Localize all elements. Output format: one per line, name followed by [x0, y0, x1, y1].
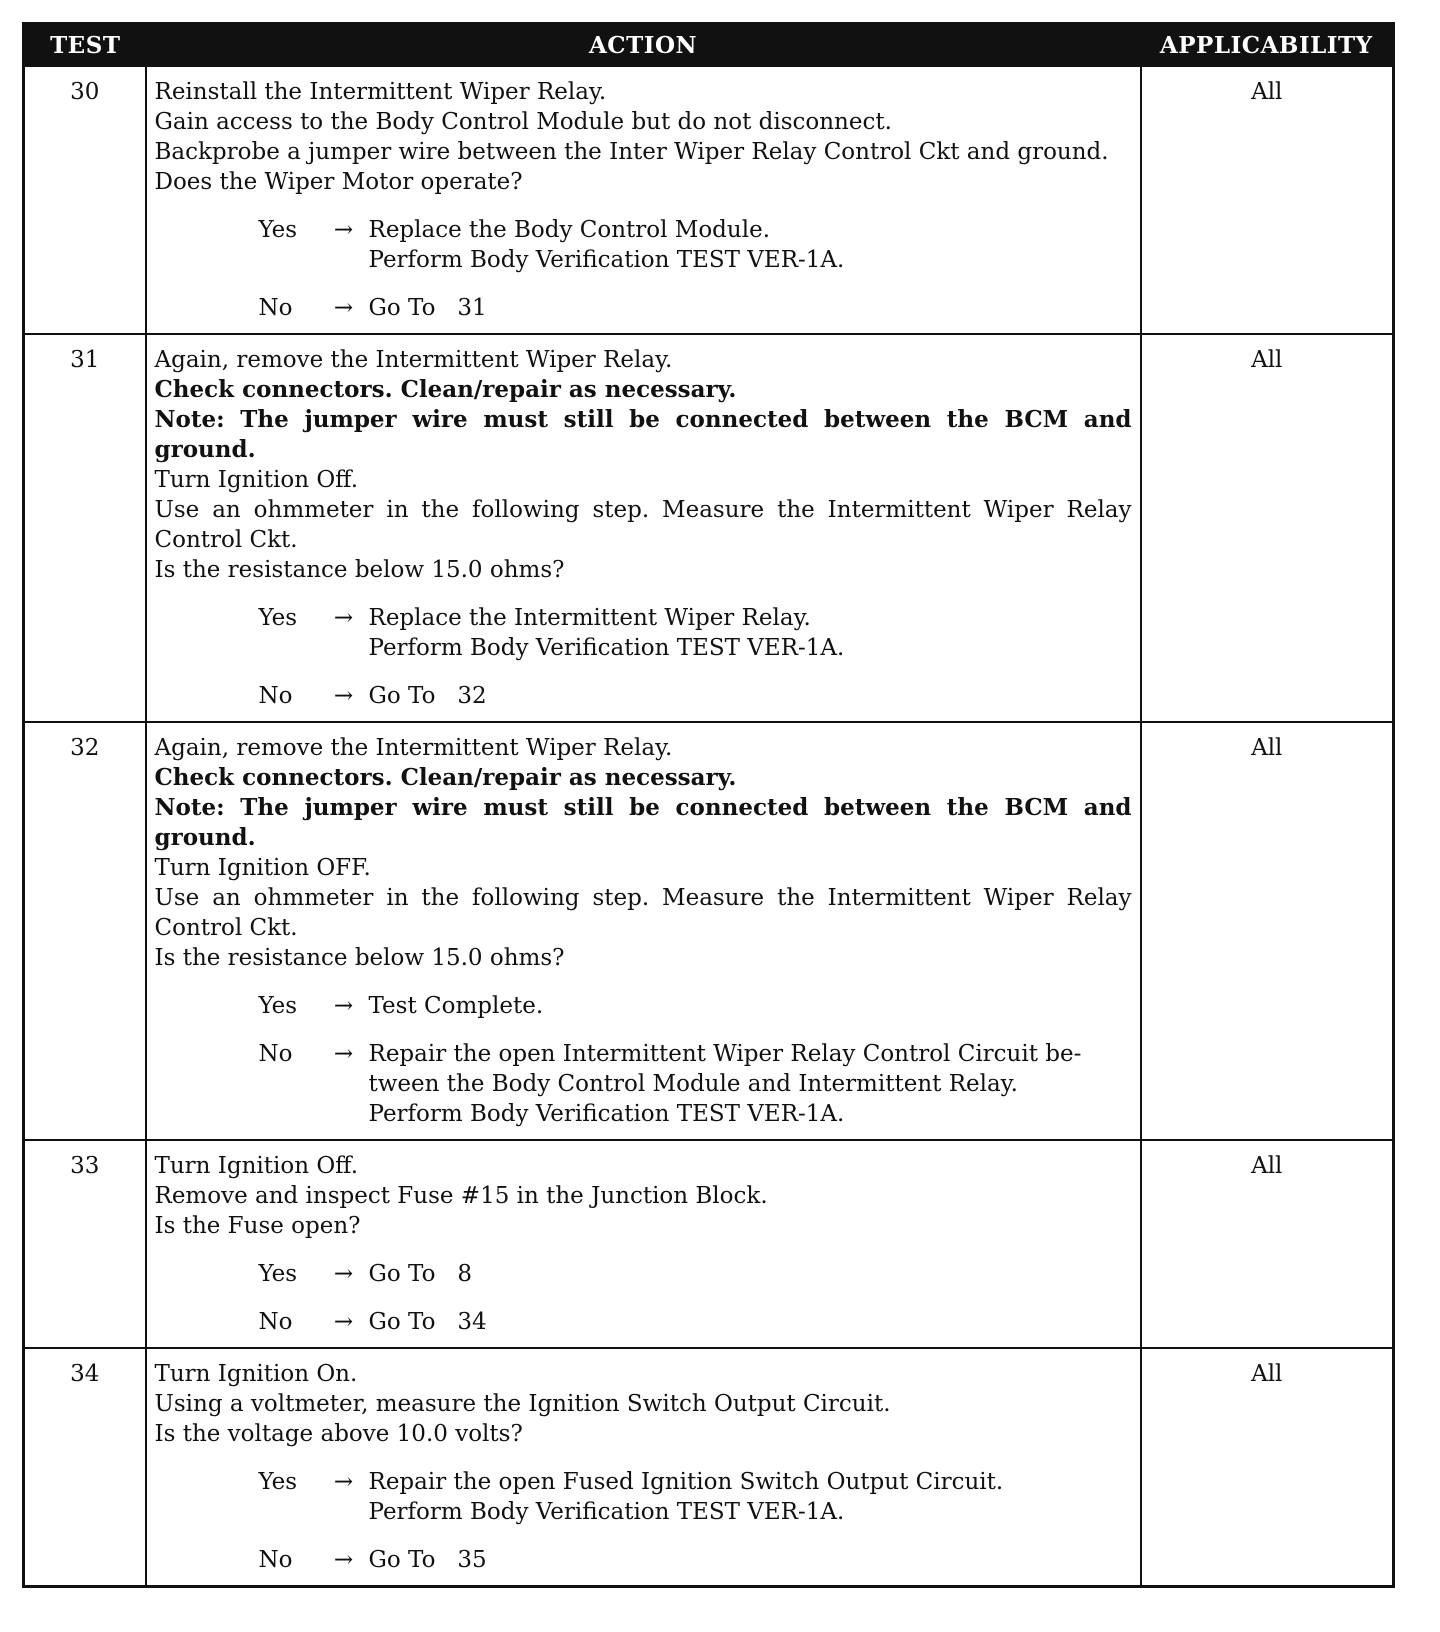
action-line: Gain access to the Body Control Module but do not disconnect.: [154, 109, 892, 135]
action-note-bold: Note: The jumper wire must still be connected between the BCM and ground.: [154, 406, 1132, 463]
action-line: Does the Wiper Motor operate?: [154, 169, 523, 195]
action-line-bold: Check connectors. Clean/repair as necessary.: [154, 376, 737, 403]
applicability-value: All: [1141, 66, 1394, 334]
result-line: Replace the Body Control Module.: [368, 217, 771, 243]
arrow-icon: →: [333, 1041, 354, 1067]
action-line: Turn Ignition On.: [154, 1361, 358, 1387]
action-cell: [146, 722, 1141, 1140]
no-result: [259, 1545, 1132, 1575]
yes-label: Yes: [258, 605, 298, 631]
result-line: Go To 34: [368, 1309, 487, 1335]
action-line: Turn Ignition Off.: [154, 467, 359, 493]
applicability-value: All: [1141, 722, 1394, 1140]
yes-label: Yes: [258, 1261, 298, 1287]
action-line: Again, remove the Intermittent Wiper Relay.: [154, 735, 673, 761]
no-result: [259, 293, 1132, 323]
action-cell: [146, 1348, 1141, 1587]
result-line: tween the Body Control Module and Intermittent Relay.: [368, 1071, 1018, 1097]
no-label: No: [258, 1309, 293, 1335]
result-line: Perform Body Verification TEST VER-1A.: [368, 1101, 845, 1127]
action-line: Remove and inspect Fuse #15 in the Junction Block.: [154, 1183, 768, 1209]
arrow-icon: →: [333, 605, 354, 631]
applicability-value: All: [1141, 1140, 1394, 1348]
action-line: Turn Ignition Off.: [154, 1153, 359, 1179]
table-row: [24, 1140, 1394, 1348]
yes-label: Yes: [258, 993, 298, 1019]
arrow-icon: →: [333, 1469, 354, 1495]
yes-result: [259, 603, 1132, 663]
action-line: Turn Ignition OFF.: [154, 855, 371, 881]
applicability-value: All: [1141, 1348, 1394, 1587]
action-line: Reinstall the Intermittent Wiper Relay.: [154, 79, 607, 105]
test-number: 30: [24, 66, 146, 334]
header-test: TEST: [24, 24, 146, 67]
result-line: Test Complete.: [368, 993, 544, 1019]
no-label: No: [258, 1547, 293, 1573]
yes-result: [259, 215, 1132, 275]
result-line: Replace the Intermittent Wiper Relay.: [368, 605, 811, 631]
diagnostic-procedure-page: [22, 22, 1392, 1588]
no-result: [259, 681, 1132, 711]
test-number: 31: [24, 334, 146, 722]
arrow-icon: →: [333, 217, 354, 243]
test-number: 32: [24, 722, 146, 1140]
action-line: Use an ohmmeter in the following step. Measure the Intermittent Wiper Relay Control Ckt.: [154, 885, 1132, 941]
header-action: ACTION: [146, 24, 1141, 67]
yes-result: [259, 991, 1132, 1021]
result-line: Go To 31: [368, 295, 487, 321]
no-label: No: [258, 295, 293, 321]
yes-result: [259, 1259, 1132, 1289]
action-cell: [146, 334, 1141, 722]
result-line: Perform Body Verification TEST VER-1A.: [368, 635, 845, 661]
yes-label: Yes: [258, 217, 298, 243]
action-line-bold: Check connectors. Clean/repair as necessary.: [154, 764, 737, 791]
arrow-icon: →: [333, 1309, 354, 1335]
result-line: Repair the open Intermittent Wiper Relay Control Circuit be-: [368, 1041, 1082, 1067]
result-line: Go To 35: [368, 1547, 487, 1573]
arrow-icon: →: [333, 683, 354, 709]
action-line: Using a voltmeter, measure the Ignition Switch Output Circuit.: [154, 1391, 891, 1417]
header-applicability: APPLICABILITY: [1141, 24, 1394, 67]
action-line: Is the voltage above 10.0 volts?: [154, 1421, 523, 1447]
no-label: No: [258, 1041, 293, 1067]
action-line: Backprobe a jumper wire between the Inter Wiper Relay Control Ckt and ground.: [154, 139, 1109, 165]
result-line: Go To 32: [368, 683, 487, 709]
no-result: [259, 1307, 1132, 1337]
action-line: Is the Fuse open?: [154, 1213, 361, 1239]
arrow-icon: →: [333, 1261, 354, 1287]
no-label: No: [258, 683, 293, 709]
applicability-value: All: [1141, 334, 1394, 722]
action-cell: [146, 1140, 1141, 1348]
table-row: [24, 66, 1394, 334]
yes-label: Yes: [258, 1469, 298, 1495]
table-row: [24, 1348, 1394, 1587]
action-cell: [146, 66, 1141, 334]
table-row: [24, 334, 1394, 722]
action-line: Is the resistance below 15.0 ohms?: [154, 945, 565, 971]
test-number: 34: [24, 1348, 146, 1587]
result-line: Perform Body Verification TEST VER-1A.: [368, 247, 845, 273]
result-line: Perform Body Verification TEST VER-1A.: [368, 1499, 845, 1525]
result-line: Repair the open Fused Ignition Switch Output Circuit.: [368, 1469, 1004, 1495]
action-line: Use an ohmmeter in the following step. Measure the Intermittent Wiper Relay Control Ckt.: [154, 497, 1132, 553]
arrow-icon: →: [333, 1547, 354, 1573]
action-note-bold: Note: The jumper wire must still be connected between the BCM and ground.: [154, 794, 1132, 851]
no-result: [259, 1039, 1132, 1129]
result-line: Go To 8: [368, 1261, 472, 1287]
arrow-icon: →: [333, 993, 354, 1019]
action-line: Is the resistance below 15.0 ohms?: [154, 557, 565, 583]
table-header: [24, 24, 1394, 67]
arrow-icon: →: [333, 295, 354, 321]
table-row: [24, 722, 1394, 1140]
test-number: 33: [24, 1140, 146, 1348]
diagnostic-test-table: [22, 22, 1395, 1588]
yes-result: [259, 1467, 1132, 1527]
action-line: Again, remove the Intermittent Wiper Relay.: [154, 347, 673, 373]
